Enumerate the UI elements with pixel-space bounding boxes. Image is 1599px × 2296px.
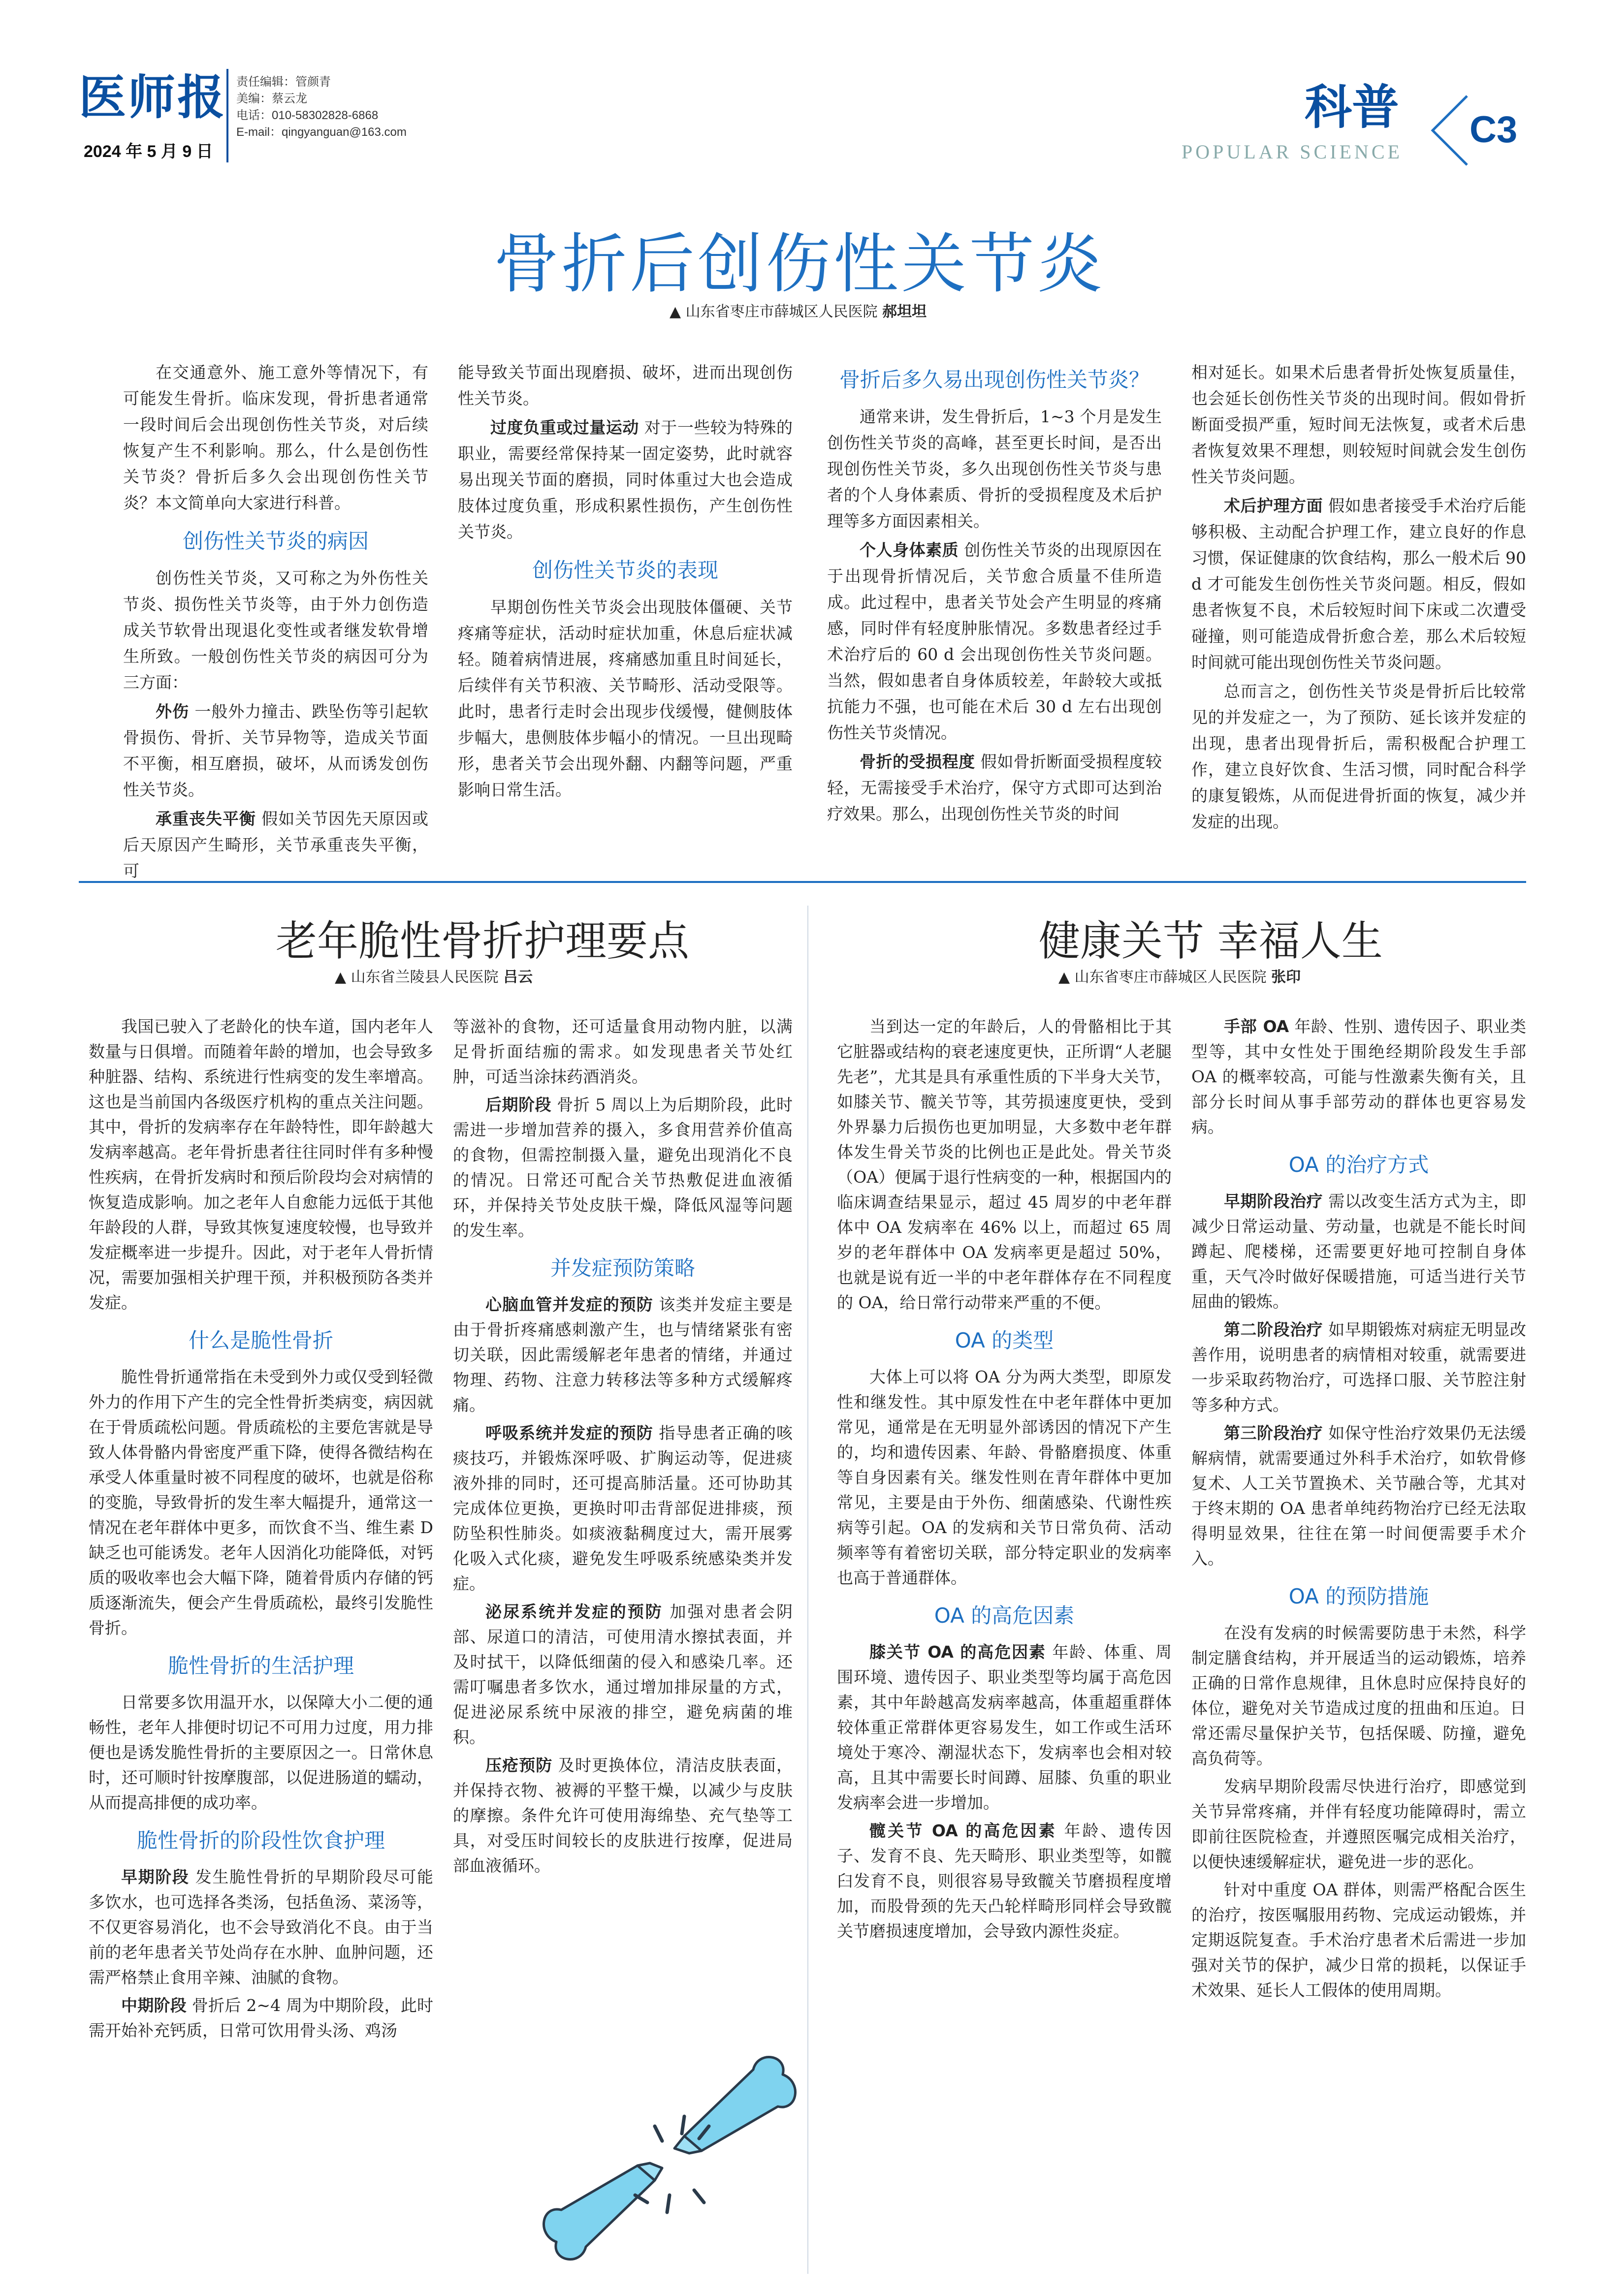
- paragraph-lead: 承重丧失平衡: [156, 809, 256, 828]
- paragraph-text: 年龄、体重、周围环境、遗传因子、职业类型等均属于高危因素，其中年龄越高发病率越高，体重超重群体较体重正常群体更容易发生，如工作或生活环境处于寒冷、潮湿状态下，发病率也会相对较高，且其中需要长时间蹲、屈膝、负重的职业发病率会进一步增加。: [837, 1642, 1172, 1812]
- byline-author: 吕云: [503, 969, 533, 986]
- editor-info: [236, 74, 407, 141]
- paragraph: 创伤性关节炎，又可称之为外伤性关节炎、损伤性关节炎等，由于外力创伤造成关节软骨出现退化变性或者继发软骨增生所致。一般创伤性关节炎的病因可分为三方面：: [123, 568, 428, 692]
- paragraph-lead: 个人身体素质: [860, 540, 959, 560]
- paragraph-text: 一般外力撞击、跌坠伤等引起软骨损伤、骨折、关节异物等，造成关节面不平衡，相互磨损，破坏，从而诱发创伤性关节炎。: [123, 702, 428, 799]
- section-heading: 并发症预防策略: [550, 1256, 695, 1280]
- paragraph: 针对中重度 OA 群体，则需严格配合医生的治疗，按医嘱服用药物、完成运动锻炼，并定期返院复查。手术治疗患者术后需进一步加强对关节的保护，减少日常的损耗，以保证手术效果、延长人工假体的使用周期。: [1191, 1880, 1526, 2000]
- paragraph-text: 加强对患者会阴部、尿道口的清洁，可使用清水擦拭表面，并及时拭干，以降低细菌的侵入和感染几率。还需叮嘱患者多饮水，通过增加排尿量的方式，促进泌尿系统中尿液的排空，避免病菌的堆积。: [453, 1602, 793, 1747]
- paragraph: [1191, 1189, 1526, 1314]
- paragraph: 在没有发病的时候需要防患于未然，科学制定膳食结构，并开展适当的运动锻炼，培养正确的日常作息规律，且休息时应保持良好的体位，避免对关节造成过度的扭曲和压迫。日常还需尽量保护关节，包括保暖、防撞，避免高负荷等。: [1191, 1623, 1526, 1768]
- paragraph: [123, 806, 428, 884]
- byline-org: ▲ 山东省兰陵县人民医院: [335, 969, 499, 986]
- paragraph: [453, 1292, 793, 1417]
- paragraph: 通常来讲，发生骨折后，1~3 个月是发生创伤性关节炎的高峰，甚至更长时间，是否出现创伤性关节炎，多久出现创伤性关节炎与患者的个人身体素质、骨折的受损程度及术后护理等多方面因素相关。: [827, 407, 1162, 531]
- section-heading: 脆性骨折的阶段性饮食护理: [136, 1828, 385, 1853]
- paragraph: [453, 1599, 793, 1750]
- article2-byline: [335, 965, 533, 986]
- paragraph: [1191, 1420, 1526, 1571]
- section-heading: OA 的类型: [955, 1328, 1054, 1352]
- section-heading: 什么是脆性骨折: [188, 1328, 333, 1352]
- section-heading: OA 的治疗方式: [1288, 1153, 1429, 1177]
- paragraph: [1191, 493, 1526, 675]
- paragraph-text: 如保守性治疗效果仍无法缓解病情，就需要通过外科手术治疗，如软骨修复术、人工关节置换术、关节融合等，尤其对于终末期的 OA 患者单纯药物治疗已经无法取得明显效果，往往在第一时间便需要手术介入。: [1191, 1423, 1527, 1568]
- broken-bone-icon: [532, 2047, 807, 2269]
- paragraph: [837, 1639, 1172, 1815]
- article2-title: 老年脆性骨折护理要点: [276, 917, 690, 965]
- paragraph: [827, 749, 1162, 827]
- paragraph: 我国已驶入了老龄化的快车道，国内老年人数量与日俱增。而随着年龄的增加，也会导致多种脏器、结构、系统进行性病变的发生率增高。这也是当前国内各级医疗机构的重点关注问题。其中，骨折的发病率存在年龄特性，即年龄越大发病率越高。老年骨折患者往往同时伴有多种慢性疾病，在骨折发病时和预后阶段均会对病情的恢复造成影响。加之老年人自愈能力远低于其他年龄段的人群，导致其恢复速度较慢，也导致并发症概率进一步提升。因此，对于老年人骨折情况，需要加强相关护理干预，并积极预防各类并发症。: [89, 1017, 433, 1312]
- paragraph: [837, 1818, 1172, 1944]
- column-rule: [807, 906, 808, 2274]
- paragraph: 总而言之，创伤性关节炎是骨折后比较常见的并发症之一，为了预防、延长该并发症的出现，患者出现骨折后，需积极配合护理工作，建立良好饮食、生活习惯，同时配合科学的康复锻炼，从而促进骨折面的恢复，减少并发症的出现。: [1191, 682, 1526, 831]
- article2-column1: [89, 1014, 433, 2046]
- paragraph-text: 及时更换体位，清洁皮肤表面，并保持衣物、被褥的平整干燥，以减少与皮肤的摩擦。条件允许可使用海绵垫、充气垫等工具，对受压时间较长的皮肤进行按摩，促进局部血液循环。: [453, 1756, 793, 1875]
- masthead-rule: [226, 69, 228, 162]
- section-heading: OA 的预防措施: [1288, 1584, 1429, 1608]
- paragraph: [453, 1753, 793, 1878]
- paragraph: 相对延长。如果术后患者骨折处恢复质量佳，也会延长创伤性关节炎的出现时间。假如骨折断面受损严重，短时间无法恢复，或者术后患者恢复效果不理想，则较短时间就会发生创伤性关节炎问题。: [1191, 363, 1526, 486]
- editor-line: 责任编辑：管颜青: [236, 75, 331, 89]
- section-english: POPULAR SCIENCE: [1182, 141, 1403, 163]
- paragraph-lead: 早期阶段治疗: [1224, 1192, 1323, 1211]
- paragraph: 在交通意外、施工意外等情况下，有可能发生骨折。临床发现，骨折患者通常一段时间后会出现创伤性关节炎，对后续恢复产生不利影响。那么，什么是创伤性关节炎？骨折后多久会出现创伤性关节炎？本文简单向大家进行科普。: [123, 363, 428, 512]
- paragraph-lead: 手部 OA: [1224, 1017, 1289, 1036]
- section-name: 科普: [1305, 80, 1399, 135]
- art-editor-line: 美编：蔡云龙: [236, 92, 307, 105]
- paragraph-text: 假如关节因先天原因或后天原因产生畸形，关节承重丧失平衡，可: [123, 809, 428, 881]
- paragraph-text: 发生脆性骨折的早期阶段尽可能多饮水，也可选择各类汤，包括鱼汤、菜汤等，不仅更容易消化，也不会导致消化不良。由于当前的老年患者关节处尚存在水肿、血肿问题，还需严格禁止食用辛辣、油腻的食物。: [89, 1867, 434, 1987]
- article1-column4: [1191, 359, 1526, 838]
- paragraph: [1191, 1317, 1526, 1417]
- paragraph-lead: 第二阶段治疗: [1224, 1320, 1323, 1339]
- paragraph-lead: 膝关节 OA 的高危因素: [869, 1642, 1046, 1662]
- paragraph: [827, 537, 1162, 746]
- section-heading: 脆性骨折的生活护理: [167, 1654, 354, 1678]
- email-line: E-mail：qingyanguan@163.com: [236, 126, 407, 139]
- paragraph-text: 年龄、遗传因子、发育不良、先天畸形、职业类型等，如髋臼发育不良，则很容易导致髋关节磨损程度增加，而股骨颈的先天凸轮样畸形同样会导致髋关节磨损速度增加，会导致内源性炎症。: [837, 1821, 1172, 1941]
- newspaper-logo: 医师报: [79, 70, 226, 125]
- byline-author: 郝坦坦: [882, 303, 927, 320]
- paragraph-lead: 髋关节 OA 的高危因素: [869, 1821, 1057, 1840]
- paragraph-lead: 泌尿系统并发症的预防: [485, 1602, 663, 1621]
- paragraph-text: 需以改变生活方式为主，即减少日常运动量、劳动量，也就是不能长时间蹲起、爬楼梯，还需要更好地可控制自身体重，天气冷时做好保暖措施，可适当进行关节屈曲的锻炼。: [1191, 1192, 1527, 1311]
- paragraph-text: 对于一些较为特殊的职业，需要经常保持某一固定姿势，此时就容易出现关节面的磨损，同时体重过大也会造成肢体过度负重，形成积累性损伤，产生创伤性关节炎。: [458, 418, 793, 541]
- paragraph: [453, 1092, 793, 1243]
- paragraph-lead: 过度负重或过量运动: [490, 418, 639, 437]
- paragraph-lead: 压疮预防: [485, 1756, 553, 1775]
- paragraph-text: 指导患者正确的咳痰技巧，并锻炼深呼吸、扩胸运动等，促进痰液外排的同时，还可提高肺活量。还可协助其完成体位更换，更换时叩击背部促进排痰，预防坠积性肺炎。如痰液黏稠度过大，需开展雾化吸入式化痰，避免发生呼吸系统感染类并发症。: [453, 1423, 793, 1593]
- paragraph-lead: 术后护理方面: [1224, 496, 1323, 515]
- paragraph: [89, 1864, 433, 1990]
- paragraph-lead: 中期阶段: [121, 1996, 187, 2015]
- article1-column1: [123, 359, 428, 887]
- paragraph-lead: 早期阶段: [121, 1867, 190, 1887]
- paragraph: 能导致关节面出现磨损、破坏，进而出现创伤性关节炎。: [458, 363, 793, 408]
- page-number: C3: [1470, 109, 1518, 151]
- article3-column2: [1191, 1014, 1526, 2006]
- byline-author: 张印: [1271, 969, 1301, 986]
- publish-date: 2024 年 5 月 9 日: [84, 142, 213, 161]
- article1-byline: [670, 299, 927, 321]
- paragraph: [458, 414, 793, 545]
- byline-org: ▲ 山东省枣庄市薛城区人民医院: [670, 303, 878, 320]
- chevron-left-icon: [1428, 94, 1472, 167]
- paragraph: [1191, 1014, 1526, 1139]
- article1-column3: [827, 354, 1162, 830]
- section-heading: 创伤性关节炎的表现: [532, 558, 718, 582]
- section-heading: OA 的高危因素: [934, 1604, 1075, 1628]
- paragraph: 等滋补的食物，还可适量食用动物内脏，以满足骨折面结痂的需求。如发现患者关节处红肿，可适当涂抹药酒消炎。: [453, 1017, 793, 1086]
- paragraph-lead: 骨折的受损程度: [860, 752, 975, 771]
- paragraph-text: 假如患者接受手术治疗后能够积极、主动配合护理工作，建立良好的作息习惯，保证健康的饮食结构，那么一般术后 90 d 才可能发生创伤性关节炎问题。相反，假如患者恢复不良，术后较短时间下床或二次遭受碰撞，则可能造成骨折愈合差，那么术后较短时间就可能出现创伤性关节炎问题。: [1191, 496, 1527, 672]
- paragraph: [89, 1993, 433, 2043]
- paragraph-text: 创伤性关节炎的出现原因在于出现骨折情况后，关节愈合质量不佳所造成。此过程中，患者关节处会产生明显的疼痛感，同时伴有轻度肿胀情况。多数患者经过手术治疗后的 60 d 会出现创伤性关节炎问题。当然，假如患者自身体质较差，年龄较大或抵抗能力不强，也可能在术后 30 d 左右出现创伤性关节炎情况。: [827, 540, 1162, 742]
- article2-column2: [453, 1014, 793, 1881]
- section-heading: 骨折后多久易出现创伤性关节炎？: [839, 368, 1150, 392]
- paragraph-lead: 第三阶段治疗: [1224, 1423, 1323, 1443]
- article1-title: 骨折后创伤性关节炎: [494, 226, 1105, 302]
- paragraph-lead: 心脑血管并发症的预防: [485, 1295, 653, 1314]
- article-divider: [79, 881, 1526, 883]
- paragraph-lead: 外伤: [156, 702, 189, 721]
- section-heading: 创伤性关节炎的病因: [182, 529, 369, 553]
- paragraph: 早期创伤性关节炎会出现肢体僵硬、关节疼痛等症状，活动时症状加重，休息后症状减轻。随着病情进展，疼痛感加重且时间延长，后续伴有关节积液、关节畸形、活动受限等。此时，患者行走时会出现步伐缓慢，健侧肢体步幅大，患侧肢体步幅小的情况。一旦出现畸形，患者关节会出现外翻、内翻等问题，严重影响日常生活。: [458, 598, 793, 799]
- paragraph-text: 假如骨折断面受损程度较轻，无需接受手术治疗，保守方式即可达到治疗效果。那么，出现创伤性关节炎的时间: [827, 752, 1162, 823]
- paragraph-text: 年龄、性别、遗传因子、职业类型等，其中女性处于围绝经期阶段发生手部 OA 的概率较高，可能与性激素失衡有关，且部分长时间从事手部劳动的群体也更容易发病。: [1191, 1017, 1526, 1136]
- article3-column1: [837, 1014, 1172, 1947]
- paragraph: [123, 698, 428, 803]
- paragraph-text: 骨折 5 周以上为后期阶段，此时需进一步增加营养的摄入，多食用营养价值高的食物，但需控制摄入量，避免出现消化不良的情况。日常还可配合关节热敷促进血液循环，并保持关节处皮肤干燥，降低风湿等问题的发生率。: [453, 1095, 793, 1240]
- article3-byline: [1058, 965, 1301, 986]
- paragraph: 发病早期阶段需尽快进行治疗，即感觉到关节异常疼痛，并伴有轻度功能障碍时，需立即前往医院检查，并遵照医嘱完成相关治疗，以便快速缓解症状，避免进一步的恶化。: [1191, 1777, 1526, 1871]
- paragraph: 脆性骨折通常指在未受到外力或仅受到轻微外力的作用下产生的完全性骨折类病变，病因就在于骨质疏松问题。骨质疏松的主要危害就是导致人体骨骼内骨密度严重下降，使得各微结构在承受人体重量时被不同程度的破坏，也就是俗称的变脆，导致骨折的发生率大幅提升，通常这一情况在老年群体中更多，而饮食不当、维生素 D 缺乏也可能诱发。老年人因消化功能降低，对钙质的吸收率也会大幅下降，随着骨质内存储的钙质逐渐流失，便会产生骨质疏松，最终引发脆性骨折。: [89, 1367, 433, 1637]
- article1-column2: [458, 359, 793, 806]
- paragraph-lead: 呼吸系统并发症的预防: [485, 1423, 653, 1443]
- paragraph-lead: 后期阶段: [485, 1095, 552, 1114]
- paragraph: 当到达一定的年龄后，人的骨骼相比于其它脏器或结构的衰老速度更快，正所谓“人老腿先老”，尤其是具有承重性质的下半身大关节，如膝关节、髋关节等，其劳损速度更快，受到外界暴力后损伤也更加明显，大多数中老年群体发生骨关节炎的比例也正是此处。骨关节炎（OA）便属于退行性病变的一种，根据国内的临床调查结果显示，超过 45 周岁的中老年群体中 OA 发病率在 46% 以上，而超过 65 周岁的老年群体中 OA 发病率更是超过 50%，也就是说有近一半的中老年群体存在不同程度的 OA，给日常行动带来严重的不便。: [837, 1017, 1172, 1312]
- paragraph: 日常要多饮用温开水，以保障大小二便的通畅性，老年人排便时切记不可用力过度，用力排便也是诱发脆性骨折的主要原因之一。日常休息时，还可顺时针按摩腹部，以促进肠道的蠕动，从而提高排便的成功率。: [89, 1693, 433, 1812]
- paragraph-text: 骨折后 2~4 周为中期阶段，此时需开始补充钙质，日常可饮用骨头汤、鸡汤: [89, 1996, 434, 2040]
- byline-org: ▲ 山东省枣庄市薛城区人民医院: [1058, 969, 1267, 986]
- phone-line: 电话：010-58302828-6868: [236, 109, 379, 122]
- paragraph-text: 如早期锻炼对病症无明显改善作用，说明患者的病情相对较重，就需要进一步采取药物治疗，可选择口服、关节腔注射等多种方式。: [1191, 1320, 1527, 1415]
- paragraph-text: 该类并发症主要是由于骨折疼痛感刺激产生，也与情绪紧张有密切关联，因此需缓解老年患者的情绪，并通过物理、药物、注意力转移法等多种方式缓解疼痛。: [453, 1295, 793, 1415]
- paragraph: 大体上可以将 OA 分为两大类型，即原发性和继发性。其中原发性在中老年群体中更加常见，通常是在无明显外部诱因的情况下产生的，均和遗传因素、年龄、骨骼磨损度、体重等自身因素有关。继发性则在青年群体中更加常见，主要是由于外伤、细菌感染、代谢性疾病等引起。OA 的发病和关节日常负荷、活动频率等有着密切关联，部分特定职业的发病率也高于普通群体。: [837, 1367, 1172, 1587]
- article3-title: 健康关节 幸福人生: [1039, 917, 1383, 965]
- paragraph: [453, 1420, 793, 1596]
